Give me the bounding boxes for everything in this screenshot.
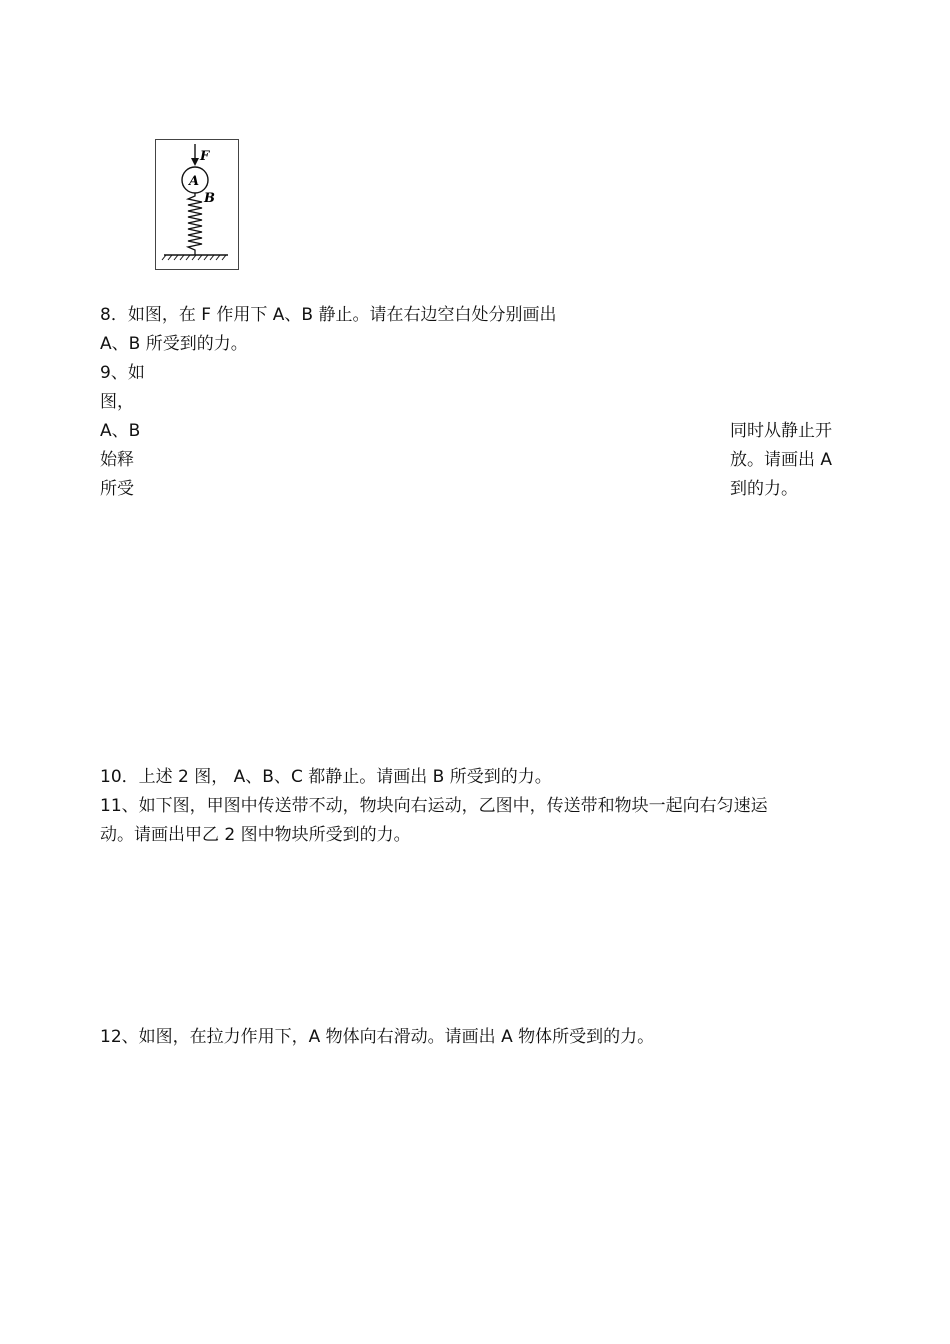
question-9-left-4: 始释 [100, 450, 134, 470]
spring-ball-figure [155, 139, 239, 270]
spring-ball-diagram [156, 140, 238, 269]
question-8-line-2: A、B 所受到的力。 [100, 334, 248, 354]
question-12: 12、如图，在拉力作用下，A 物体向右滑动。请画出 A 物体所受到的力。 [100, 1027, 655, 1047]
question-11-line-2: 动。请画出甲乙 2 图中物块所受到的力。 [100, 825, 411, 845]
label-f: F [200, 149, 210, 164]
question-9-left-2: 图， [100, 392, 134, 412]
question-11-line-1: 11、如下图，甲图中传送带不动，物块向右运动，乙图中，传送带和物块一起向右匀速运 [100, 796, 768, 816]
force-arrow-head [191, 158, 199, 166]
label-b: B [204, 191, 215, 206]
question-9-left-5: 所受 [100, 479, 134, 499]
question-9-left-3: A、B [100, 421, 141, 441]
question-10: 10．上述 2 图， A、B、C 都静止。请画出 B 所受到的力。 [100, 767, 552, 787]
question-9-right-2: 放。请画出 A [730, 450, 833, 470]
question-9-right-3: 到的力。 [730, 479, 798, 499]
label-a: A [189, 174, 200, 189]
spring-b [188, 193, 202, 255]
question-8-line-1: 8．如图，在 F 作用下 A、B 静止。请在右边空白处分别画出 [100, 305, 557, 325]
question-9-left-1: 9、如 [100, 363, 145, 383]
question-9-right-1: 同时从静止开 [730, 421, 832, 441]
